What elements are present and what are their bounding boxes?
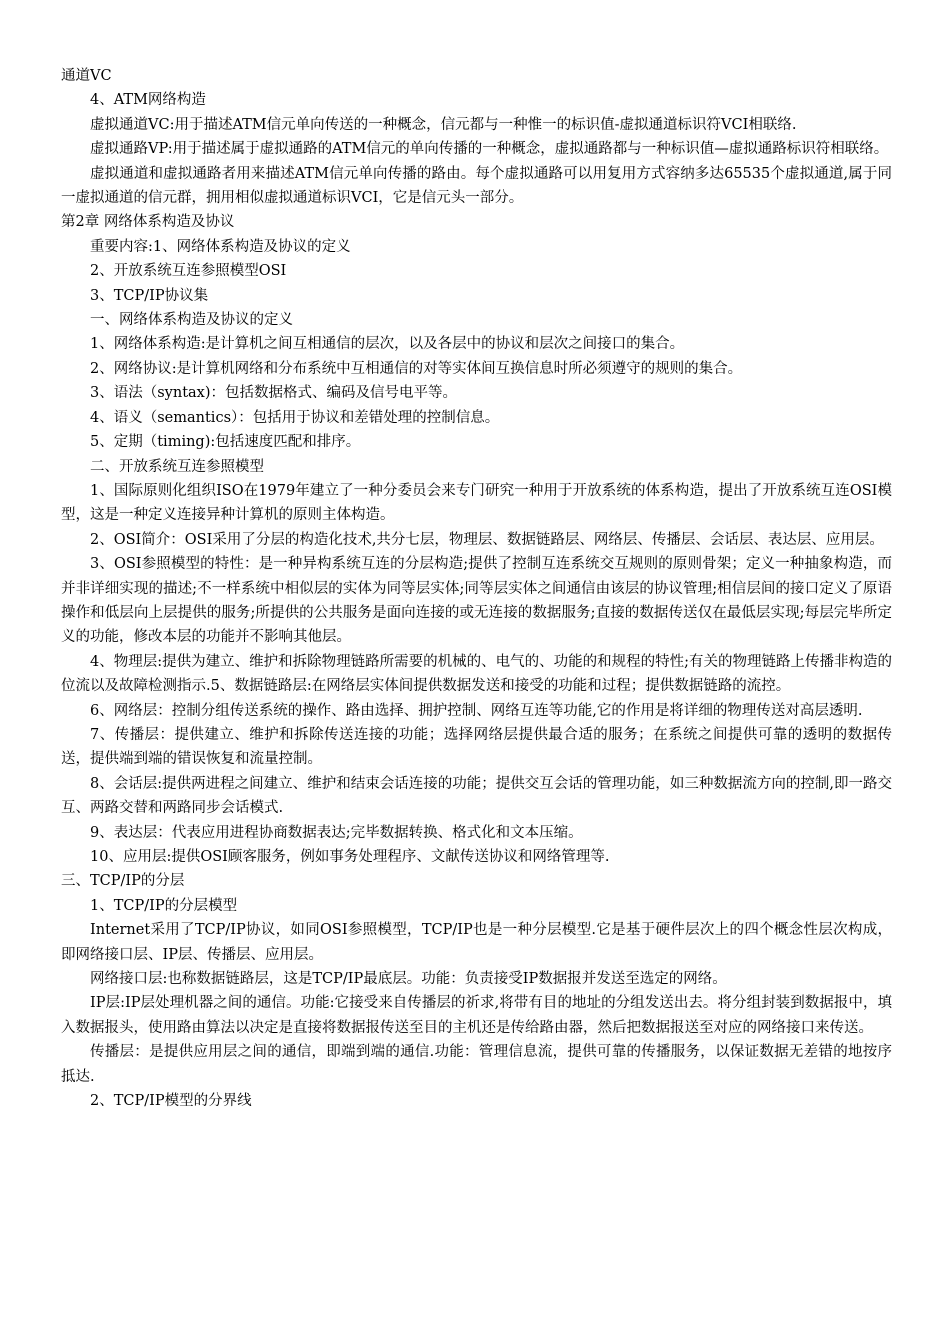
paragraph: 4、语义（semantics）：包括用于协议和差错处理的控制信息。 — [90, 409, 500, 426]
paragraph: 10、应用层:提供OSI顾客服务，例如事务处理程序、文献传送协议和网络管理等. — [90, 849, 610, 865]
document-page — [61, 64, 892, 1113]
paragraph: 4、物理层:提供为建立、维护和拆除物理链路所需要的机械的、电气的、功能的和规程的特性;有关的物理链路上传播非构造的位流以及故障检测指示.5、数据链路层:在网络层实体间提供数据发送和接受的功能和过程；提供数据链路的流控。 — [61, 653, 892, 695]
paragraph: IP层:IP层处理机器之间的通信。功能:它接受来自传播层的祈求,将带有目的地址的分组发送出去。将分组封装到数据报中，填入数据报头，使用路由算法以决定是直接将数据报传送至目的主机还是传给路由器，然后把数据报送至对应的网络接口来传送。 — [61, 995, 892, 1036]
chapter-heading: 第2章 网络体系构造及协议 — [61, 214, 235, 231]
paragraph: 2、开放系统互连参照模型OSI — [90, 263, 287, 280]
paragraph: 3、TCP/IP协议集 — [90, 287, 209, 304]
paragraph: 3、OSI参照模型的特性：是一种异构系统互连的分层构造;提供了控制互连系统交互规则的原则骨架；定义一种抽象构造，而并非详细实现的描述;不一样系统中相似层的实体为同等层实体;同等层实体之间通信由该层的协议管理;相信层间的接口定义了原语操作和低层向上层提供的服务;所提供的公共服务是面向连接的或无连接的数据服务;直接的数据传送仅在最低层实现;每层完毕所定义的功能，修改本层的功能并不影响其他层。 — [61, 556, 892, 646]
paragraph: 6、网络层：控制分组传送系统的操作、路由选择、拥护控制、网络互连等功能,它的作用是将详细的物理传送对高层透明. — [90, 702, 863, 719]
paragraph: 2、OSI简介：OSI采用了分层的构造化技术,共分七层，物理层、数据链路层、网络层、传播层、会话层、表达层、应用层。 — [90, 531, 884, 548]
paragraph: 传播层：是提供应用层之间的通信，即端到端的通信.功能：管理信息流，提供可靠的传播服务，以保证数据无差错的地按序抵达. — [61, 1044, 892, 1085]
paragraph: 1、国际原则化组织ISO在1979年建立了一种分委员会来专门研究一种用于开放系统的体系构造，提出了开放系统互连OSI模型，这是一种定义连接异种计算机的原则主体构造。 — [61, 482, 892, 524]
paragraph: 3、语法（syntax)：包括数据格式、编码及信号电平等。 — [90, 385, 458, 402]
paragraph: 虚拟通道和虚拟通路者用来描述ATM信元单向传播的路由。每个虚拟通路可以用复用方式容纳多达65535个虚拟通道,属于同一虚拟通道的信元群，拥用相似虚拟通道标识VCI，它是信元头一部分。 — [61, 165, 892, 207]
paragraph: 9、表达层：代表应用进程协商数据表达;完毕数据转换、格式化和文本压缩。 — [90, 824, 583, 841]
section-heading: 三、TCP/IP的分层 — [61, 873, 185, 890]
paragraph: 8、会话层:提供两进程之间建立、维护和结束会话连接的功能；提供交互会话的管理功能，如三种数据流方向的控制,即一路交互、两路交替和两路同步会话模式. — [61, 775, 892, 817]
paragraph: 1、TCP/IP的分层模型 — [90, 897, 238, 914]
paragraph: 5、定期（timing):包括速度匹配和排序。 — [90, 434, 361, 451]
paragraph: 4、ATM网络构造 — [90, 92, 206, 109]
paragraph: 虚拟通道VC:用于描述ATM信元单向传送的一种概念，信元都与一种惟一的标识值-虚拟通道标识符VCI相联络. — [90, 116, 797, 133]
paragraph: 7、传播层：提供建立、维护和拆除传送连接的功能；选择网络层提供最合适的服务；在系统之间提供可靠的透明的数据传送，提供端到端的错误恢复和流量控制。 — [61, 726, 892, 768]
paragraph: 通道VC — [61, 68, 112, 84]
paragraph: 1、网络体系构造:是计算机之间互相通信的层次，以及各层中的协议和层次之间接口的集合。 — [90, 336, 685, 353]
paragraph: 虚拟通路VP:用于描述属于虚拟通路的ATM信元的单向传播的一种概念，虚拟通路都与一种标识值—虚拟通路标识符相联络。 — [90, 141, 889, 158]
section-heading: 一、网络体系构造及协议的定义 — [90, 312, 293, 329]
paragraph: 重要内容:1、网络体系构造及协议的定义 — [90, 238, 351, 255]
paragraph: 2、TCP/IP模型的分界线 — [90, 1093, 252, 1110]
paragraph: Internet采用了TCP/IP协议，如同OSI参照模型，TCP/IP也是一种分层模型.它是基于硬件层次上的四个概念性层次构成，即网络接口层、IP层、传播层、应用层。 — [61, 922, 892, 963]
paragraph: 网络接口层:也称数据链路层，这是TCP/IP最底层。功能：负责接受IP数据报并发送至选定的网络。 — [90, 971, 727, 988]
section-heading: 二、开放系统互连参照模型 — [90, 458, 264, 475]
paragraph: 2、网络协议:是计算机网络和分布系统中互相通信的对等实体间互换信息时所必须遵守的规则的集合。 — [90, 360, 743, 377]
